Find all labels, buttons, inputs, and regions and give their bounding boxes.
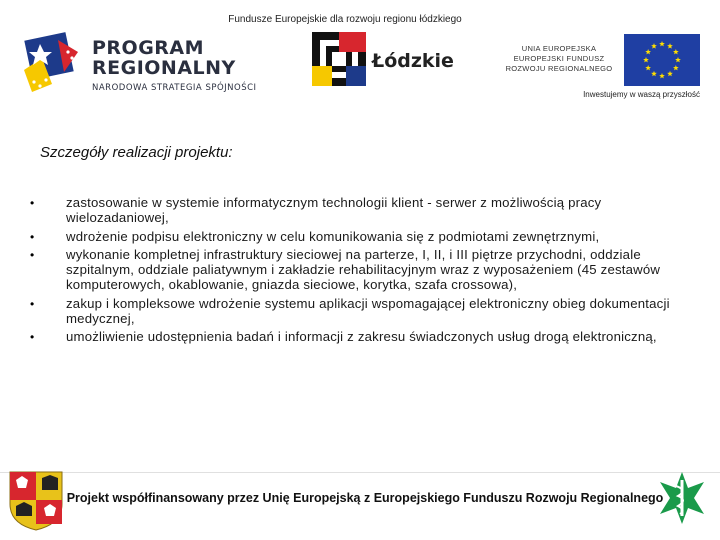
program-regionalny-text: [92, 38, 257, 93]
strategy-line: NARODOWA STRATEGIA SPÓJNOŚCI: [92, 83, 257, 93]
eu-flag-icon: [624, 34, 700, 86]
list-item-text: zakup i kompleksowe wdrożenie systemu aplikacji wspomagającej elektroniczny obieg dokumentacji medycznej,: [66, 295, 670, 326]
bullet: •: [30, 296, 35, 311]
section-title: Szczegóły realizacji projektu:: [40, 144, 233, 161]
eu-logo-text: [500, 44, 618, 74]
lodzkie-logo-icon: [312, 32, 366, 86]
eu-logo: [500, 34, 710, 88]
medical-emblem-icon: [656, 470, 708, 526]
list-item: [30, 196, 670, 226]
bullet: •: [30, 330, 35, 345]
program-regionalny-logo-icon: [22, 22, 84, 98]
list-item-text: umożliwienie udostępnienia badań i informacji z zakresu świadczonych usług drogą elektroniczną,: [66, 329, 657, 345]
header: [0, 0, 720, 118]
lodzkie-text: Łódzkie: [372, 50, 454, 72]
footer-divider: [0, 472, 720, 473]
bullet: •: [30, 248, 35, 263]
program-regionalny-logo: [22, 22, 290, 100]
bullet: •: [30, 196, 35, 210]
list-item: [30, 297, 670, 327]
eu-line-3: ROZWOJU REGIONALNEGO: [505, 64, 613, 73]
list-item: [30, 330, 670, 345]
header-top-text: Fundusze Europejskie dla rozwoju regionu łódzkiego: [228, 14, 462, 25]
list-item: [30, 230, 670, 245]
slogan: Inwestujemy w waszą przyszłość: [583, 90, 700, 99]
list-item-text: wdrożenie podpisu elektroniczny w celu komunikowania się z podmiotami zewnętrznymi,: [66, 228, 600, 244]
program-line: PROGRAM: [92, 37, 205, 59]
eu-line-1: UNIA EUROPEJSKA: [521, 44, 597, 53]
list-item-text: zastosowanie w systemie informatycznym technologii klient - serwer z możliwością pracy wielozadaniowej,: [66, 195, 602, 225]
list-item-text: wykonanie kompletnej infrastruktury sieciowej na parterze, I, II, i III piętrze przychodni, oddziale szpitalnym, oddziale paliatywnym i zakładzie rehabilitacyjnym wraz z wyposażeniem (45 zestawów komputerowych, okablowanie, gniazda sieciowe, korytka, szafa crossowa),: [66, 247, 661, 292]
details-list: [30, 196, 670, 349]
regionalny-line: REGIONALNY: [92, 57, 236, 79]
list-item: [30, 248, 670, 292]
lodzkie-logo: [312, 32, 462, 92]
coat-of-arms-icon: [6, 470, 66, 532]
eu-line-2: EUROPEJSKI FUNDUSZ: [513, 54, 605, 63]
footer-text: Projekt współfinansowany przez Unię Europejską z Europejskiego Funduszu Rozwoju Regionalnego: [66, 491, 664, 505]
bullet: •: [30, 229, 35, 244]
